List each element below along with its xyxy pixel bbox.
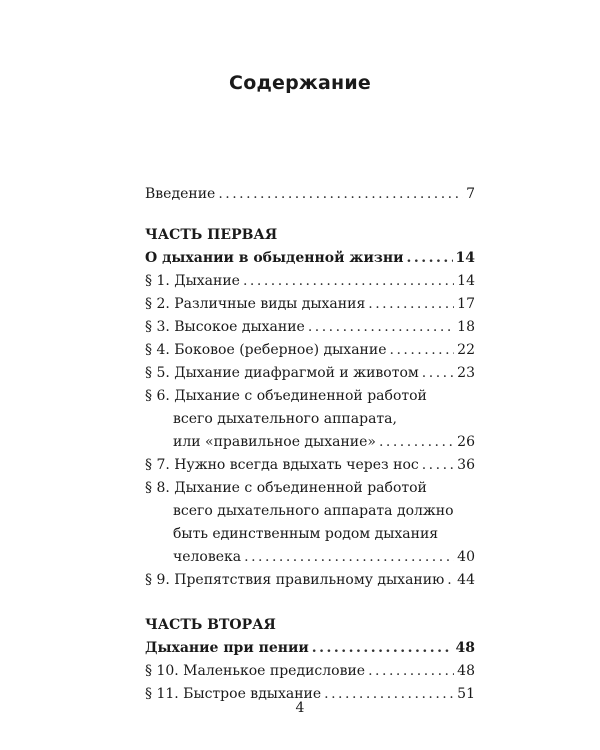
toc-entry-page: 51 [457,686,475,702]
toc-entry-label: всего дыхательного аппарата, [173,411,397,427]
toc-entry-page: 14 [457,273,475,289]
toc-entry-page: 23 [457,365,475,381]
toc-entry-page: 17 [457,296,475,312]
toc-entry-line [145,431,475,454]
toc-entry-label: всего дыхательного аппарата должно [173,503,454,519]
toc-entry-page: 36 [457,457,475,473]
toc-entry-page: 7 [466,186,475,202]
dot-leader [368,293,454,316]
page-title: Содержание [229,72,371,94]
toc-entry-label: § 1. Дыхание [145,273,240,289]
toc-entry-label: § 4. Боковое (реберное) дыхание [145,342,387,358]
toc-entry-label: Введение [145,186,216,202]
page-number: 4 [295,700,305,716]
dot-leader [422,362,454,385]
toc-entry [145,660,475,683]
dot-leader [379,431,454,454]
toc-entry-line [145,546,475,569]
dot-leader [422,454,454,477]
dot-leader [312,637,453,660]
toc-entry-line [145,523,475,546]
part-one-heading: ЧАСТЬ ПЕРВАЯ [145,227,278,243]
part-two-chapter [145,637,475,660]
dot-leader [244,546,454,569]
dot-leader [243,270,454,293]
toc-entry-line [145,500,475,523]
toc-entry-page: 14 [455,250,475,266]
toc-entry-page: 48 [455,640,475,656]
toc-entry-intro [145,183,475,206]
dot-leader [390,339,455,362]
toc-entry [145,569,475,592]
toc-entry-label: § 5. Дыхание диафрагмой и животом [145,365,419,381]
toc-entry-line [145,408,475,431]
dot-leader [406,247,452,270]
toc-entry [145,362,475,385]
toc-entry [145,339,475,362]
toc-entry-label: § 11. Быстрое вдыхание [145,686,322,702]
toc-entry-line [145,385,475,408]
toc-entry-line [145,477,475,500]
toc-entry-label: человека [173,549,242,565]
toc-entry-label: § 9. Препятствия правильному дыханию [145,572,445,588]
toc-entry-page: 48 [457,663,475,679]
dot-leader [308,316,454,339]
toc-entry-label: § 7. Нужно всегда вдыхать через нос [145,457,419,473]
toc-entry-label: Дыхание при пении [145,640,309,656]
part-one-chapter [145,247,475,270]
toc-entry-page: 18 [457,319,475,335]
toc-entry-page: 26 [457,434,475,450]
toc-entry-label: или «правильное дыхание» [173,434,376,450]
toc-entry-label: § 8. Дыхание с объединенной работой [145,480,427,496]
toc-entry-label: § 6. Дыхание с объединенной работой [145,388,427,404]
dot-leader [218,183,463,206]
toc-entry-label: О дыхании в обыденной жизни [145,250,404,266]
toc-entry-page: 22 [457,342,475,358]
toc-entry [145,454,475,477]
toc-entry [145,293,475,316]
toc-entry-label: § 2. Различные виды дыхания [145,296,366,312]
toc-entry [145,270,475,293]
dot-leader [447,569,454,592]
toc-entry-page: 40 [457,549,475,565]
table-of-contents [145,183,475,706]
toc-entry-label: § 3. Высокое дыхание [145,319,305,335]
toc-entry-label: § 10. Маленькое предисловие [145,663,366,679]
toc-entry [145,316,475,339]
dot-leader [368,660,454,683]
toc-entry-label: быть единственным родом дыхания [173,526,439,542]
part-two-heading: ЧАСТЬ ВТОРАЯ [145,617,276,633]
toc-entry-page: 44 [457,572,475,588]
